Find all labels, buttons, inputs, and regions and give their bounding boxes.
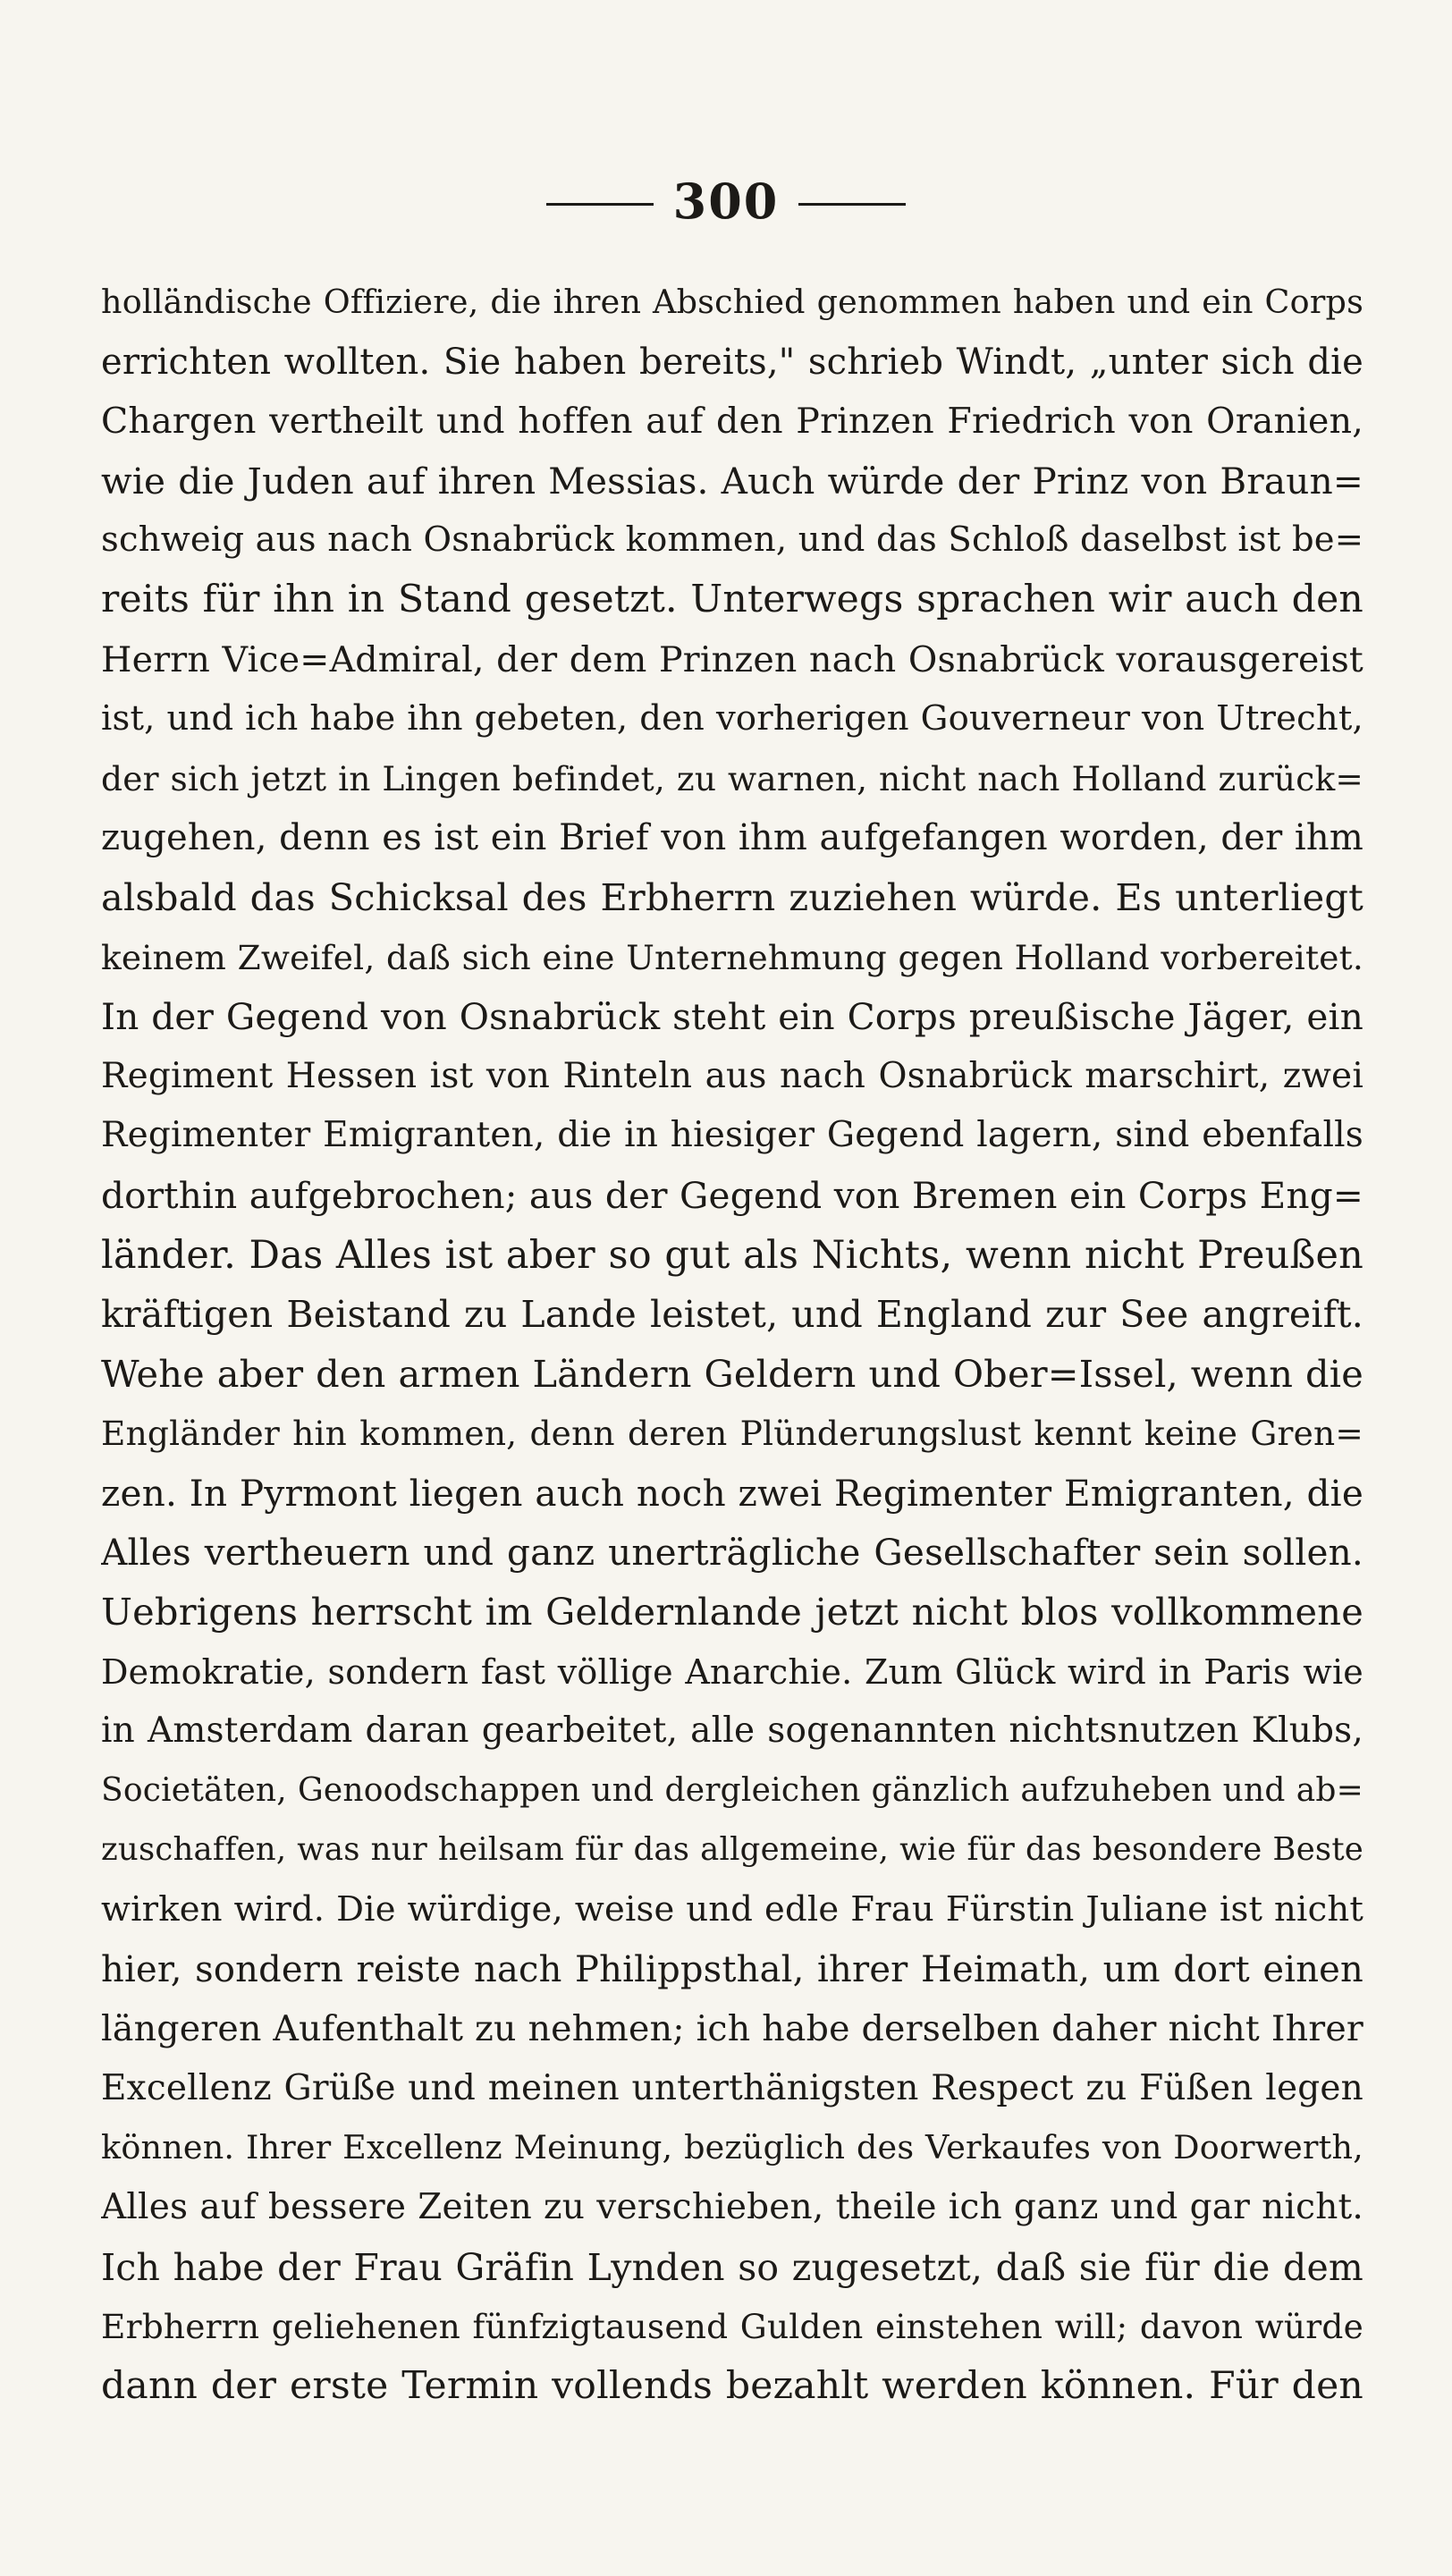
header-rule-left — [546, 203, 654, 206]
text-line: länder. Das Alles ist aber so gut als Nichts, wenn nicht Preußen — [101, 1232, 1363, 1278]
text-line: wirken wird. Die würdige, weise und edle Frau Fürstin Juliane ist nicht — [101, 1889, 1363, 1930]
text-line: Alles auf bessere Zeiten zu verschieben, theile ich ganz und gar nicht. — [101, 2187, 1363, 2227]
body-text — [101, 273, 1363, 2416]
text-line: Ich habe der Frau Gräfin Lynden so zugesetzt, daß sie für die dem — [101, 2245, 1363, 2289]
text-line: schweig aus nach Osnabrück kommen, und das Schloß daselbst ist be= — [101, 519, 1363, 561]
text-line: wie die Juden auf ihren Messias. Auch würde der Prinz von Braun= — [101, 459, 1363, 503]
text-line: alsbald das Schicksal des Erbherrn zuziehen würde. Es unterliegt — [101, 874, 1363, 919]
text-line: keinem Zweifel, daß sich eine Unternehmung gegen Holland vorbereitet. — [101, 937, 1363, 977]
text-line: reits für ihn in Stand gesetzt. Unterwegs sprachen wir auch den — [101, 577, 1363, 621]
text-line: längeren Aufenthalt zu nehmen; ich habe derselben daher nicht Ihrer — [101, 2008, 1363, 2050]
text-line: Alles vertheuern und ganz unerträgliche Gesellschafter sein sollen. — [101, 1531, 1363, 1575]
text-line: dorthin aufgebrochen; aus der Gegend von Bremen ein Corps Eng= — [101, 1173, 1363, 1217]
text-line: Wehe aber den armen Ländern Geldern und Ober=Issel, wenn die — [101, 1351, 1363, 1396]
text-line: ist, und ich habe ihn gebeten, den vorherigen Gouverneur von Utrecht, — [101, 698, 1363, 739]
text-line: In der Gegend von Osnabrück steht ein Corps preußische Jäger, ein — [101, 995, 1363, 1039]
text-line: Demokratie, sondern fast völlige Anarchie. Zum Glück wird in Paris wie — [101, 1651, 1363, 1692]
text-line: holländische Offiziere, die ihren Abschied genommen haben und ein Corps — [101, 283, 1363, 321]
text-line: Chargen vertheilt und hoffen auf den Prinzen Friedrich von Oranien, — [101, 401, 1363, 443]
text-line: Engländer hin kommen, denn deren Plünderungslust kennt keine Gren= — [101, 1414, 1363, 1454]
text-line: Herrn Vice=Admiral, der dem Prinzen nach Osnabrück vorausgereist — [101, 638, 1363, 680]
text-line: zugehen, denn es ist ein Brief von ihm aufgefangen worden, der ihm — [101, 817, 1363, 859]
text-line: der sich jetzt in Lingen befindet, zu warnen, nicht nach Holland zurück= — [101, 758, 1363, 798]
text-line: Uebrigens herrscht im Geldernlande jetzt nicht blos vollkommene — [101, 1590, 1363, 1634]
page-number: 300 — [672, 173, 780, 230]
text-line: Excellenz Grüße und meinen unterthänigsten Respect zu Füßen legen — [101, 2067, 1363, 2108]
text-line: zuschaffen, was nur heilsam für das allgemeine, wie für das besondere Beste — [101, 1831, 1363, 1869]
text-line: dann der erste Termin vollends bezahlt werden können. Für den — [101, 2363, 1363, 2408]
text-line: errichten wollten. Sie haben bereits," schrieb Windt, „unter sich die — [101, 341, 1363, 383]
text-line: in Amsterdam daran gearbeitet, alle sogenannten nichtsnutzen Klubs, — [101, 1710, 1363, 1752]
text-line: Societäten, Genoodschappen und dergleichen gänzlich aufzuheben und ab= — [101, 1771, 1363, 1809]
text-line: zen. In Pyrmont liegen auch noch zwei Regimenter Emigranten, die — [101, 1471, 1363, 1515]
page-header — [0, 174, 1452, 228]
text-line: Erbherrn geliehenen fünfzigtausend Gulden einstehen will; davon würde — [101, 2307, 1363, 2347]
text-line: kräftigen Beistand zu Lande leistet, und England zur See angreift. — [101, 1293, 1363, 1337]
header-rule-right — [798, 203, 906, 206]
text-line: Regimenter Emigranten, die in hiesiger Gegend lagern, sind ebenfalls — [101, 1115, 1363, 1156]
text-line: können. Ihrer Excellenz Meinung, bezüglich des Verkaufes von Doorwerth, — [101, 2128, 1363, 2167]
text-line: Regiment Hessen ist von Rinteln aus nach Osnabrück marschirt, zwei — [101, 1055, 1363, 1096]
text-line: hier, sondern reiste nach Philippsthal, ihrer Heimath, um dort einen — [101, 1948, 1363, 1990]
